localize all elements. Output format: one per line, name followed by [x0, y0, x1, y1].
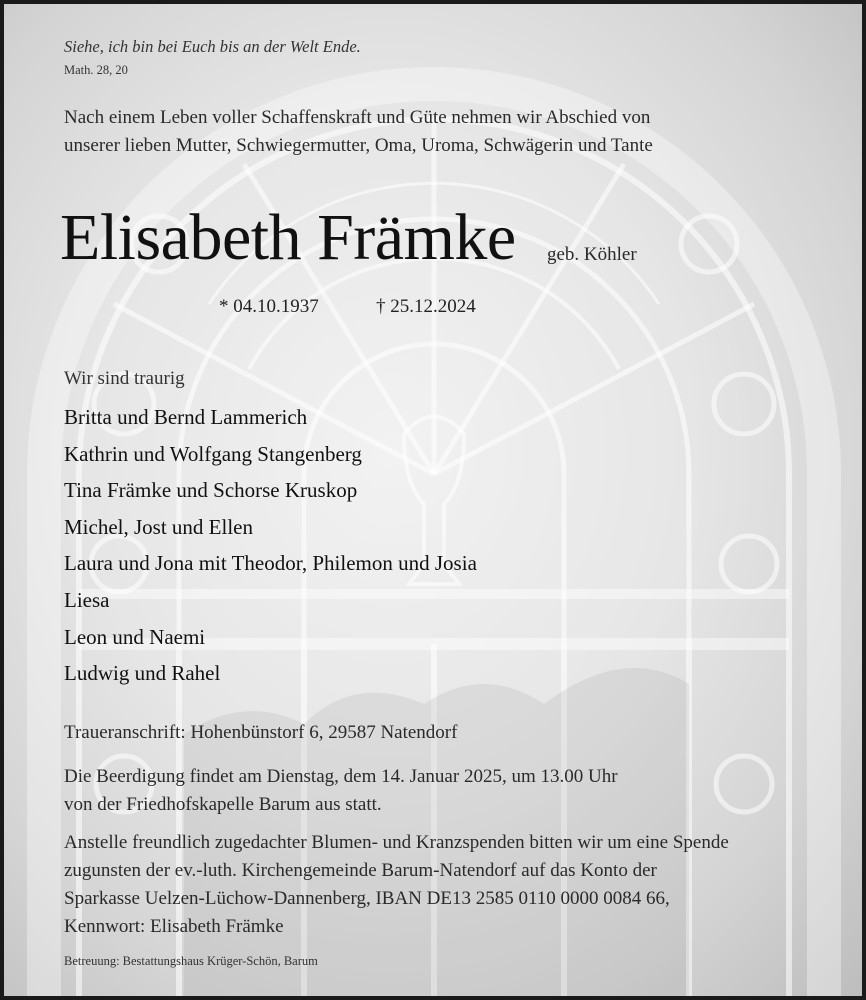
deceased-name: Elisabeth Främke — [60, 201, 516, 274]
death-date: † 25.12.2024 — [376, 296, 476, 317]
list-item: Britta und Bernd Lammerich — [64, 405, 308, 429]
donation-line: Sparkasse Uelzen-Lüchow-Dannenberg, IBAN DE13 2585 0110 0000 0084 66, — [64, 888, 670, 909]
funeral-home-credit: Betreuung: Bestattungshaus Krüger-Schön, Barum — [64, 954, 318, 968]
bible-verse-reference: Math. 28, 20 — [64, 63, 128, 77]
mourners-heading: Wir sind traurig — [64, 368, 185, 389]
list-item: Tina Främke und Schorse Kruskop — [64, 478, 358, 503]
donation-info — [64, 829, 729, 941]
funeral-line: von der Friedhofskapelle Barum aus statt. — [64, 794, 382, 815]
bible-verse: Siehe, ich bin bei Euch bis an der Welt Ende. — [64, 37, 361, 56]
list-item: Liesa — [64, 587, 110, 612]
mourning-address: Traueranschrift: Hohenbünstorf 6, 29587 Natendorf — [64, 722, 458, 743]
birth-name: geb. Köhler — [547, 244, 637, 265]
list-item: Michel, Jost und Ellen — [64, 514, 253, 539]
intro-text — [64, 104, 653, 160]
intro-line: Nach einem Leben voller Schaffenskraft und Güte nehmen wir Abschied von — [64, 107, 651, 128]
list-item: Leon und Naemi — [64, 624, 206, 649]
funeral-info — [64, 763, 618, 819]
funeral-line: Die Beerdigung findet am Dienstag, dem 14. Januar 2025, um 13.00 Uhr — [64, 766, 618, 787]
donation-line: zugunsten der ev.-luth. Kirchengemeinde Barum-Natendorf auf das Konto der — [64, 860, 657, 881]
donation-line: Anstelle freundlich zugedachter Blumen- und Kranzspenden bitten wir um eine Spende — [64, 832, 729, 853]
list-item: Kathrin und Wolfgang Stangenberg — [64, 441, 362, 466]
list-item: Ludwig und Rahel — [64, 661, 221, 686]
obituary-card — [4, 4, 862, 996]
mourners-list — [64, 399, 477, 692]
donation-line: Kennwort: Elisabeth Främke — [64, 916, 284, 937]
birth-date: * 04.10.1937 — [219, 296, 319, 317]
intro-line: unserer lieben Mutter, Schwiegermutter, Oma, Uroma, Schwägerin und Tante — [64, 135, 653, 156]
list-item: Laura und Jona mit Theodor, Philemon und Josia — [64, 551, 477, 576]
